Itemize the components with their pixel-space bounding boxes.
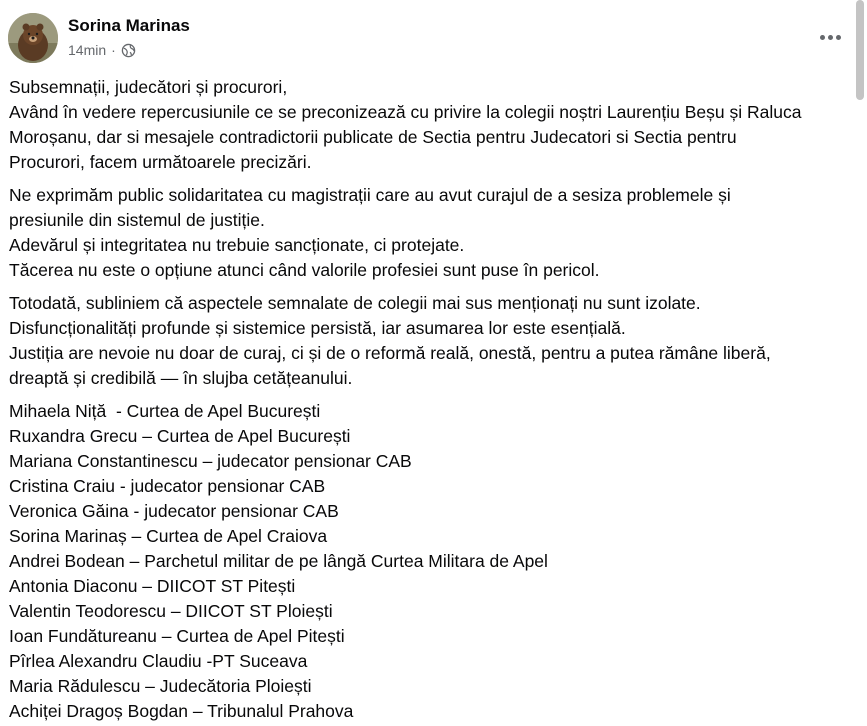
signer-item: Ruxandra Grecu – Curtea de Apel București bbox=[9, 426, 351, 446]
paragraph-line: presiunile din sistemul de justiție. bbox=[9, 210, 265, 230]
more-options-icon[interactable] bbox=[813, 20, 847, 54]
signer-item: Antonia Diaconu – DIICOT ST Pitești bbox=[9, 576, 296, 596]
scrollbar[interactable] bbox=[853, 0, 867, 726]
signer-item: Mariana Constantinescu – judecator pensionar CAB bbox=[9, 451, 412, 471]
signers-list bbox=[9, 399, 844, 724]
paragraph-line: Moroșanu, dar si mesajele contradictorii publicate de Sectia pentru Judecatori si Sectia pentru bbox=[9, 127, 737, 147]
paragraph-line: Totodată, subliniem că aspectele semnalate de colegii mai sus menționați nu sunt izolate. bbox=[9, 293, 701, 313]
signer-item: Ioan Fundătureanu – Curtea de Apel Pitești bbox=[9, 626, 345, 646]
signer-item: Sorina Marinaș – Curtea de Apel Craiova bbox=[9, 526, 328, 546]
scrollbar-thumb[interactable] bbox=[856, 0, 864, 100]
post-timestamp[interactable]: 14min bbox=[68, 42, 107, 58]
signer-item: Veronica Găina - judecator pensionar CAB bbox=[9, 501, 339, 521]
paragraph-line: Subsemnații, judecători și procurori, bbox=[9, 77, 288, 97]
avatar-image bbox=[8, 13, 58, 63]
signer-item: Andrei Bodean – Parchetul militar de pe lângă Curtea Militara de Apel bbox=[9, 551, 548, 571]
post-meta bbox=[68, 42, 136, 58]
signer-item: Mihaela Niță - Curtea de Apel București bbox=[9, 401, 321, 421]
paragraph-line: Având în vedere repercusiunile ce se preconizează cu privire la colegii noștri Laurențiu Beșu și Raluca bbox=[9, 102, 802, 122]
post-body bbox=[9, 75, 844, 724]
signer-item: Valentin Teodorescu – DIICOT ST Ploiești bbox=[9, 601, 333, 621]
paragraph-line: Tăcerea nu este o opțiune atunci când valorile profesiei sunt puse în pericol. bbox=[9, 260, 600, 280]
meta-separator: · bbox=[111, 42, 116, 58]
post-header bbox=[0, 0, 850, 68]
paragraph-3 bbox=[9, 291, 844, 391]
signer-item: Pîrlea Alexandru Claudiu -PT Suceava bbox=[9, 651, 308, 671]
paragraph-1 bbox=[9, 75, 844, 175]
paragraph-line: Justiția are nevoie nu doar de curaj, ci și de o reformă reală, onestă, pentru a putea rămâne liberă, bbox=[9, 343, 771, 363]
signer-item: Cristina Craiu - judecator pensionar CAB bbox=[9, 476, 326, 496]
paragraph-line: Procurori, facem următoarele precizări. bbox=[9, 152, 312, 172]
signer-item: Achiței Dragoș Bogdan – Tribunalul Prahova bbox=[9, 701, 354, 721]
paragraph-line: Disfuncționalități profunde și sistemice persistă, iar asumarea lor este esențială. bbox=[9, 318, 626, 338]
paragraph-line: dreaptă și credibilă — în slujba cetățeanului. bbox=[9, 368, 353, 388]
avatar[interactable] bbox=[8, 13, 58, 63]
paragraph-2 bbox=[9, 183, 844, 283]
globe-icon[interactable] bbox=[121, 43, 136, 58]
paragraph-line: Adevărul și integritatea nu trebuie sancționate, ci protejate. bbox=[9, 235, 465, 255]
signer-item: Maria Rădulescu – Judecătoria Ploiești bbox=[9, 676, 312, 696]
author-name[interactable]: Sorina Marinas bbox=[68, 16, 190, 35]
paragraph-line: Ne exprimăm public solidaritatea cu magistrații care au avut curajul de a sesiza problemele și bbox=[9, 185, 731, 205]
